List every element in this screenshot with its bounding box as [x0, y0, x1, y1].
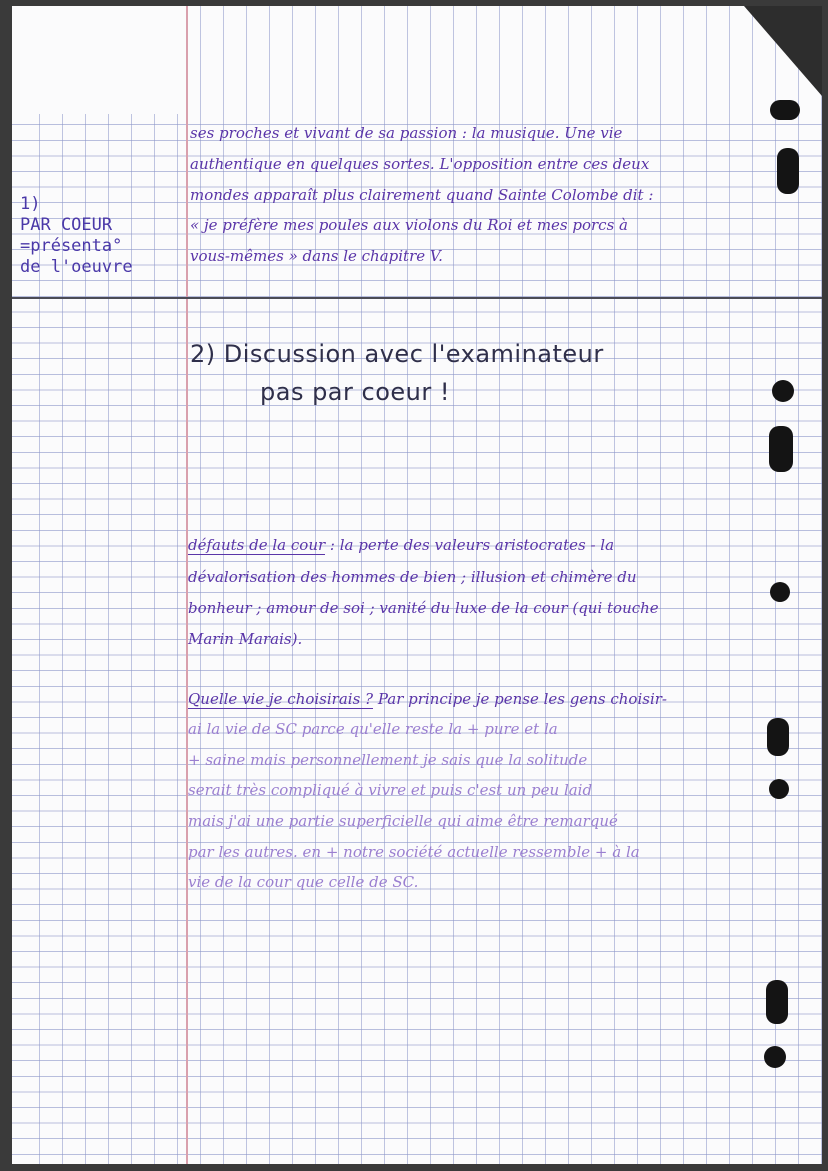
question-line: + saine mais personnellement je sais que la solitude — [188, 751, 588, 769]
question-line: ai la vie de SC parce qu'elle reste la + pure et la — [188, 720, 558, 738]
section1-line: vous-mêmes » dans le chapitre V. — [190, 247, 443, 265]
question-line-rest: Par principe je pense les gens choisir- — [373, 690, 667, 708]
defauts-line: dévalorisation des hommes de bien ; illusion et chimère du — [188, 568, 637, 586]
question-line: serait très compliqué à vivre et puis c'est un peu laid — [188, 781, 593, 799]
question-line: vie de la cour que celle de SC. — [188, 873, 419, 891]
binder-hole — [767, 718, 789, 756]
section2-subheading: pas par coeur ! — [260, 378, 450, 406]
binder-hole — [772, 380, 794, 402]
binder-hole — [769, 426, 793, 472]
binder-hole — [770, 100, 800, 120]
page-curl — [744, 6, 822, 96]
defauts-line: bonheur ; amour de soi ; vanité du luxe de la cour (qui touche — [188, 599, 659, 617]
section2-heading: 2) Discussion avec l'examinateur — [190, 340, 604, 368]
question-line: mais j'ai une partie superficielle qui aime être remarqué — [188, 812, 618, 830]
question-label: Quelle vie je choisirais ? — [188, 690, 374, 708]
defauts-line: Marin Marais). — [188, 630, 303, 648]
defauts-line — [188, 530, 614, 561]
question-line — [188, 684, 667, 715]
binder-hole — [769, 779, 789, 799]
margin-note-number: 1) — [20, 194, 41, 214]
margin-top-blank — [12, 6, 186, 114]
section-divider — [12, 297, 822, 299]
margin-note-line: de l'oeuvre — [20, 257, 133, 277]
margin-note-line: PAR COEUR — [20, 215, 113, 235]
defauts-line-rest: : la perte des valeurs aristocrates - la — [325, 536, 615, 554]
question-line: par les autres. en + notre société actuelle ressemble + à la — [188, 843, 640, 861]
section1-line: « je préfère mes poules aux violons du Roi et mes porcs à — [190, 216, 628, 234]
binder-hole — [777, 148, 799, 194]
binder-hole — [770, 582, 790, 602]
section1-line: ses proches et vivant de sa passion : la musique. Une vie — [190, 124, 623, 142]
margin-note — [20, 194, 133, 278]
binder-hole — [764, 1046, 786, 1068]
notebook-page — [12, 6, 822, 1164]
section1-line: mondes apparaît plus clairement quand Sainte Colombe dit : — [190, 186, 654, 204]
section1-line: authentique en quelques sortes. L'opposition entre ces deux — [190, 155, 650, 173]
margin-note-line: =présenta° — [20, 236, 123, 256]
defauts-label: défauts de la cour — [188, 536, 326, 554]
binder-hole — [766, 980, 788, 1024]
